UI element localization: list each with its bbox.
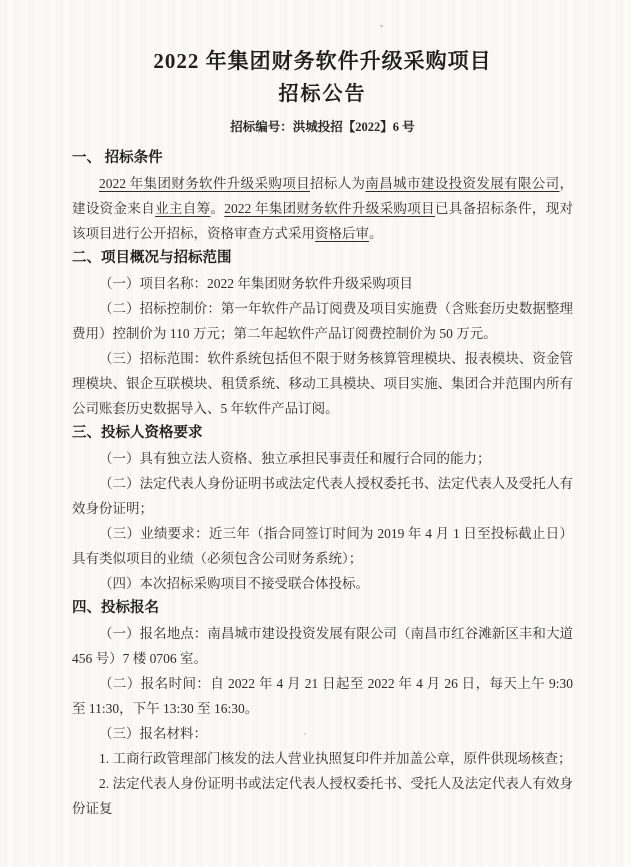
- document-title: 2022 年集团财务软件升级采购项目: [153, 49, 492, 73]
- underlined-qualification-method: 资格后审: [315, 226, 369, 241]
- section-1-heading: 一、 招标条件: [72, 150, 163, 166]
- tender-number: 招标编号：洪城投招【2022】6 号: [230, 120, 415, 134]
- text-segment: ，建设资金来自: [72, 176, 574, 216]
- scan-speck: [380, 25, 383, 27]
- section-3-paragraph-1: （一）具有独立法人资格、独立承担民事责任和履行合同的能力；: [99, 451, 491, 466]
- document-subtitle: 招标公告: [278, 83, 367, 105]
- text-segment: 。: [210, 201, 225, 216]
- section-1-paragraph-1: [72, 171, 573, 246]
- underlined-project-name: 2022 年集团财务软件升级采购项目: [99, 176, 310, 191]
- section-2-paragraph-3: （三）招标范围：软件系统包括但不限于财务核算管理模块、报表模块、资金管理模块、银企互联模块、租赁系统、移动工具模块、项目实施、集团合并范围内所有公司账套历史数据导入、5 年软件产品订阅。: [72, 351, 573, 416]
- scan-speck: [304, 733, 306, 735]
- section-2-paragraph-1: （一）项目名称：2022 年集团财务软件升级采购项目: [99, 276, 413, 291]
- section-3-paragraph-2: （二）法定代表人身份证明书或法定代表人授权委托书、法定代表人及受托人有效身份证明；: [72, 476, 573, 516]
- text-segment: 已具备招标条件，现对该项目进行公开招标，资格审查方式采用: [72, 201, 574, 241]
- text-segment: 。: [369, 226, 383, 241]
- document-body: [72, 146, 573, 821]
- section-2-paragraph-2: （二）招标控制价：第一年软件产品订阅费及项目实施费（含账套历史数据整理费用）控制价为 110 万元；第二年起软件产品订阅费控制价为 50 万元。: [72, 301, 573, 341]
- section-4-paragraph-1: （一）报名地点：南昌城市建设投资发展有限公司（南昌市红谷滩新区丰和大道 456 号）7 楼 0706 室。: [72, 626, 573, 666]
- section-4-list-item-2: 2. 法定代表人身份证明书或法定代表人授权委托书、受托人及法定代表人有效身份证复: [72, 776, 573, 816]
- text-segment: 招标人为: [309, 176, 366, 191]
- section-4-paragraph-2: （二）报名时间：自 2022 年 4 月 21 日起至 2022 年 4 月 26 日，每天上午 9:30 至 11:30，下午 13:30 至 16:30。: [72, 676, 573, 716]
- section-4-heading: 四、投标报名: [72, 600, 159, 616]
- section-4-paragraph-3: （三）报名材料：: [99, 726, 207, 741]
- section-3-paragraph-4: （四）本次招标采购项目不接受联合体投标。: [99, 576, 369, 591]
- underlined-project-name: 2022 年集团财务软件升级采购项目: [224, 201, 435, 216]
- section-3-heading: 三、投标人资格要求: [72, 425, 203, 441]
- section-3-paragraph-3: （三）业绩要求：近三年（指合同签订时间为 2019 年 4 月 1 日至投标截止日）具有类似项目的业绩（必须包含公司财务系统）；: [72, 526, 573, 566]
- section-4-list-item-1: 1. 工商行政管理部门核发的法人营业执照复印件并加盖公章，原件供现场核查；: [99, 751, 572, 766]
- section-2-heading: 二、项目概况与招标范围: [72, 250, 232, 266]
- underlined-tenderee-name: 南昌城市建设投资发展有限公司: [365, 176, 560, 191]
- underlined-funding-source: 业主自筹: [155, 201, 211, 216]
